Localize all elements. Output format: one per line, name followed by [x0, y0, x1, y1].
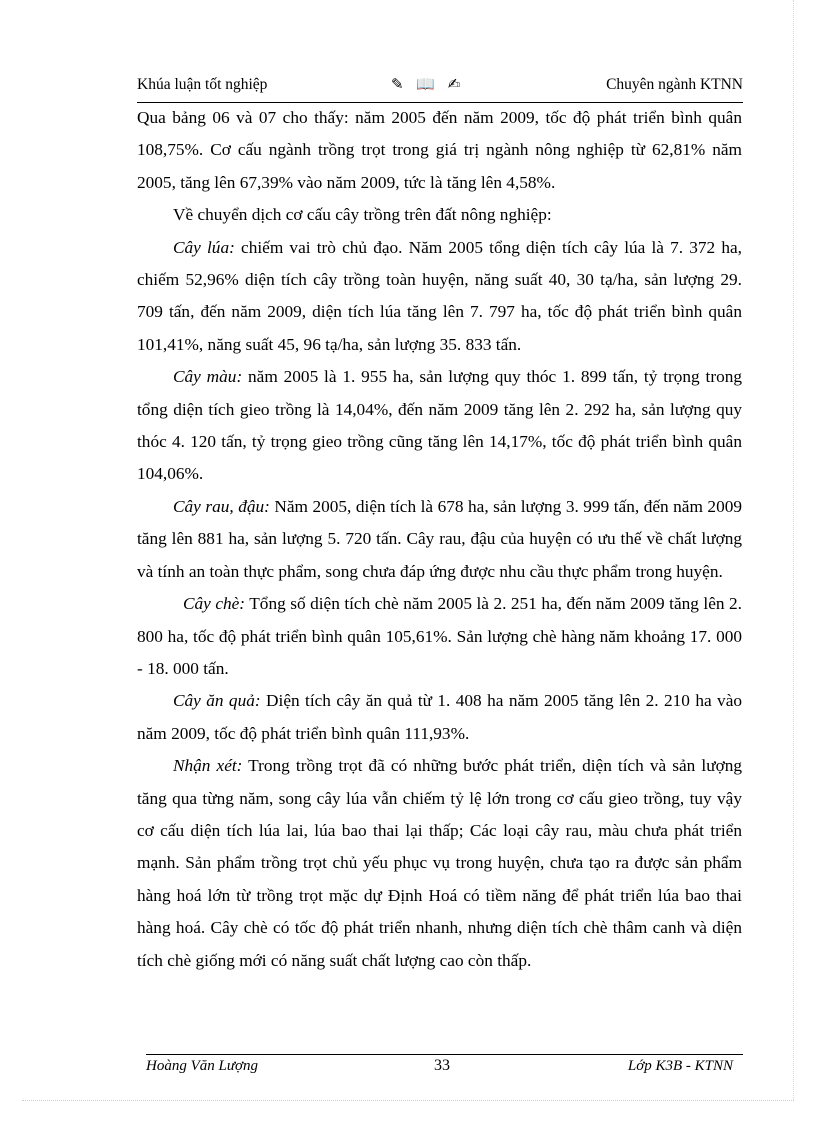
paragraph-secondary-crops [137, 361, 742, 491]
paragraph-lead: Nhận xét: [173, 756, 243, 776]
paragraph-text: Về chuyển dịch cơ cấu cây trồng trên đất nông nghiệp: [173, 205, 552, 225]
paragraph-lead: Cây màu: [173, 367, 243, 387]
paragraph-lead: Cây rau, đậu: [173, 496, 270, 516]
paragraph-text: chiếm vai trò chủ đạo. Năm 2005 tổng diện tích cây lúa là 7. 372 ha, chiếm 52,96% diện tích cây trồng toàn huyện, năng suất 40, 30 tạ/ha, sản lượng 29. 709 tấn, đến năm 2009, diện tích lúa tăng lên 7. 797 ha, tốc độ phát triển bình quân 101,41%, năng suất 45, 96 tạ/ha, sản lượng 35. 833 tấn. [137, 237, 742, 354]
paragraph-text: Trong trồng trọt đã có những bước phát triển, diện tích và sản lượng tăng qua từng năm, song cây lúa vẫn chiếm tỷ lệ lớn trong cơ cấu gieo trồng, tuy vậy cơ cấu diện tích lúa lai, lúa bao thai lại thấp; Các loại cây rau, màu chưa phát triển mạnh. Sản phẩm trồng trọt chủ yếu phục vụ trong huyện, chưa tạo ra được sản phẩm hàng hoá lớn từ trồng trọt mặc dự Định Hoá có tiềm năng để phát triển lúa bao thai hàng hoá. Cây chè có tốc độ phát triển nhanh, nhưng diện tích chè thâm canh và diện tích chè giống mới có năng suất chất lượng cao còn thấp. [137, 756, 742, 970]
document-body [137, 102, 742, 977]
paragraph-vegetables-beans [137, 491, 742, 588]
paragraph-lead: Cây ăn quả: [173, 691, 261, 711]
book-ornament-icon: ✎ 📖 ✍ [391, 75, 465, 93]
page-number: 33 [434, 1057, 450, 1074]
paragraph-lead: Cây lúa: [173, 237, 235, 257]
page-bottom-edge [22, 1100, 794, 1101]
paragraph-text: Tổng số diện tích chè năm 2005 là 2. 251 ha, đến năm 2009 tăng lên 2. 800 ha, tốc độ phát triển bình quân 105,61%. Sản lượng chè hàng năm khoảng 17. 000 - 18. 000 tấn. [137, 594, 742, 678]
page-header [137, 76, 743, 100]
paragraph-intro-crop-structure [137, 199, 742, 231]
paragraph-fruit-trees [137, 685, 742, 750]
paragraph-remarks [137, 750, 742, 977]
paragraph-table-summary [137, 102, 742, 199]
footer-divider [146, 1054, 743, 1055]
paragraph-lead: Cây chè: [183, 594, 246, 614]
paragraph-tea [137, 588, 742, 685]
paragraph-text: năm 2005 là 1. 955 ha, sản lượng quy thóc 1. 899 tấn, tỷ trọng trong tổng diện tích gieo trồng là 14,04%, đến năm 2009 tăng lên 2. 292 ha, sản lượng quy thóc 4. 120 tấn, tỷ trọng gieo trồng cũng tăng lên 14,17%, tốc độ phát triển bình quân 104,06%. [137, 367, 742, 484]
page-footer [146, 1058, 743, 1080]
footer-author: Hoàng Văn Lượng [146, 1058, 259, 1074]
footer-class: Lớp K3B - KTNN [627, 1058, 733, 1074]
paragraph-text: Qua bảng 06 và 07 cho thấy: năm 2005 đến năm 2009, tốc độ phát triển bình quân 108,75%. Cơ cấu ngành trồng trọt trong giá trị ngành nông nghiệp từ 62,81% năm 2005, tăng lên 67,39% vào năm 2009, tức là tăng lên 4,58%. [137, 108, 742, 192]
header-major-label: Chuyên ngành KTNN [606, 76, 743, 93]
page-right-edge [793, 0, 794, 1100]
paragraph-text: Năm 2005, diện tích là 678 ha, sản lượng 3. 999 tấn, đến năm 2009 tăng lên 881 ha, sản lượng 5. 720 tấn. Cây rau, đậu của huyện có ưu thế về chất lượng và tính an toàn thực phẩm, song chưa đáp ứng được nhu cầu thực phẩm trong huyện. [137, 496, 742, 581]
header-thesis-label: Khúa luận tốt nghiệp [137, 76, 268, 93]
paragraph-text: Diện tích cây ăn quả từ 1. 408 ha năm 2005 tăng lên 2. 210 ha vào năm 2009, tốc độ phát triển bình quân 111,93%. [137, 691, 743, 743]
paragraph-rice [137, 232, 742, 362]
